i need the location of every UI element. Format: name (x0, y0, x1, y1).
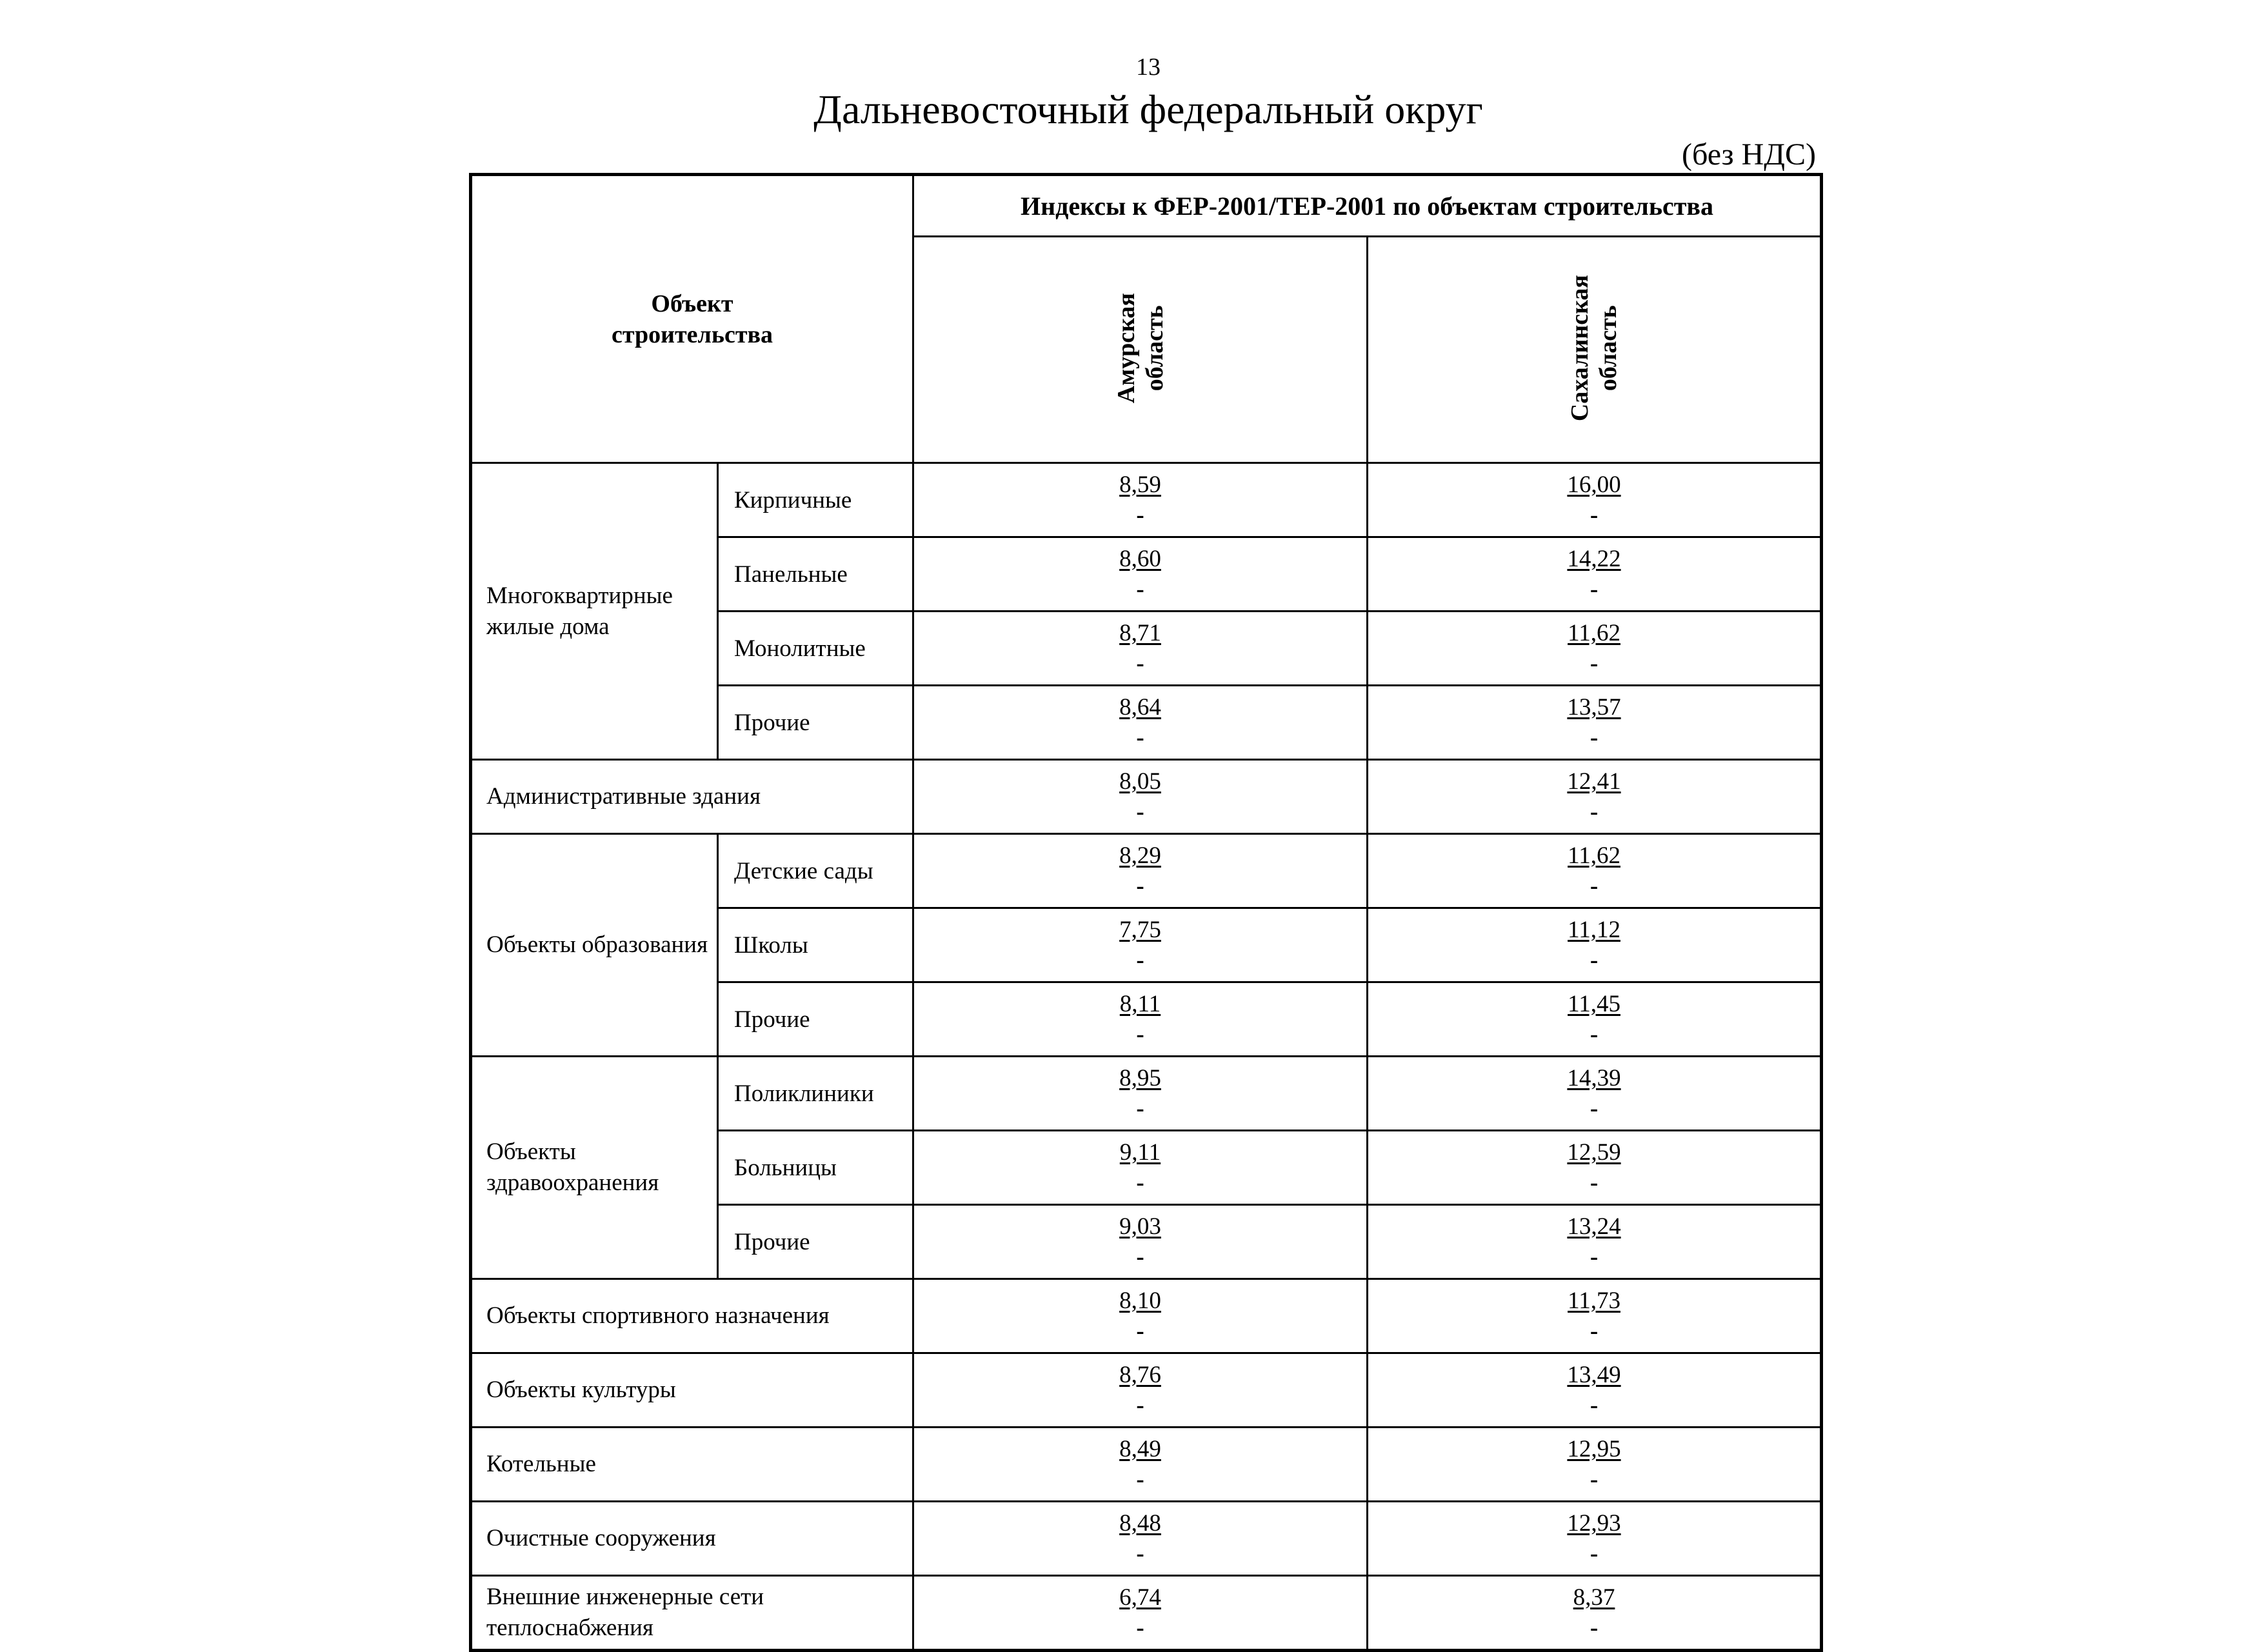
row-label: Прочие (718, 982, 913, 1057)
indices-column-header: Индексы к ФЕР-2001/ТЕР-2001 по объектам строительства (913, 175, 1822, 237)
sakhalin-value-cell (1368, 834, 1822, 908)
sakhalin-value-cell (1368, 1353, 1822, 1428)
amur-value-cell (913, 834, 1368, 908)
amur-value-cell (913, 612, 1368, 686)
sakhalin-value: 12,93 (1567, 1510, 1621, 1537)
amur-value: 8,29 (1119, 842, 1161, 869)
row-label: Панельные (718, 537, 913, 612)
amur-value-cell (913, 686, 1368, 760)
group-education: Объекты образования (471, 834, 718, 1057)
dash: - (1136, 1615, 1144, 1641)
sakhalin-value-cell (1368, 1131, 1822, 1205)
table-row (471, 1279, 1822, 1353)
amur-value-cell (913, 760, 1368, 834)
dash: - (1136, 1169, 1144, 1196)
amur-value: 8,71 (1119, 620, 1161, 646)
amur-value-cell (913, 1502, 1368, 1576)
indices-table (469, 173, 1823, 1652)
sakhalin-value: 11,62 (1568, 620, 1620, 646)
object-header-line2: строительства (611, 321, 773, 348)
dash: - (1136, 873, 1144, 899)
sakhalin-value-cell (1368, 1279, 1822, 1353)
amur-value: 8,95 (1119, 1065, 1161, 1091)
row-label: Больницы (718, 1131, 913, 1205)
amur-value: 8,11 (1119, 991, 1161, 1017)
dash: - (1590, 1021, 1599, 1048)
table-row (471, 760, 1822, 834)
amur-value-cell (913, 1353, 1368, 1428)
group-apartments: Многоквартирные жилые дома (471, 463, 718, 760)
row-label: Поликлиники (718, 1057, 913, 1131)
sakhalin-value-cell (1368, 1428, 1822, 1502)
dash: - (1590, 947, 1599, 973)
sakhalin-value: 11,45 (1568, 991, 1620, 1017)
row-label: Очистные сооружения (471, 1502, 913, 1576)
sakhalin-value: 11,12 (1568, 917, 1620, 943)
object-column-header (471, 175, 913, 463)
dash: - (1136, 799, 1144, 825)
sakhalin-value: 11,73 (1568, 1288, 1620, 1314)
table-row (471, 1428, 1822, 1502)
table-row (471, 463, 1822, 537)
sakhalin-value-cell (1368, 686, 1822, 760)
table-row (471, 1576, 1822, 1651)
row-label: Кирпичные (718, 463, 913, 537)
object-header-line1: Объект (651, 290, 733, 317)
sakhalin-value-cell (1368, 982, 1822, 1057)
amur-value-cell (913, 1131, 1368, 1205)
sakhalin-value-cell (1368, 537, 1822, 612)
amur-value: 6,74 (1119, 1584, 1161, 1611)
amur-value: 8,49 (1119, 1436, 1161, 1462)
sakhalin-value-cell (1368, 1057, 1822, 1131)
row-label: Внешние инженерные сети теплоснабжения (471, 1576, 913, 1651)
sakhalin-value-cell (1368, 1205, 1822, 1279)
table-row (471, 1353, 1822, 1428)
amur-value: 8,10 (1119, 1288, 1161, 1314)
dash: - (1136, 947, 1144, 973)
region-type: область (1141, 305, 1168, 391)
amur-value: 8,48 (1119, 1510, 1161, 1537)
sakhalin-value: 13,49 (1567, 1362, 1621, 1388)
sakhalin-value: 11,62 (1568, 842, 1620, 869)
sakhalin-value-cell (1368, 1502, 1822, 1576)
row-label: Объекты спортивного назначения (471, 1279, 913, 1353)
dash: - (1590, 724, 1599, 751)
amur-value-cell (913, 1576, 1368, 1651)
region-type: область (1595, 305, 1622, 391)
sakhalin-value: 13,57 (1567, 694, 1621, 721)
sakhalin-value: 16,00 (1567, 472, 1621, 498)
amur-value-cell (913, 463, 1368, 537)
amur-value-cell (913, 1205, 1368, 1279)
group-healthcare: Объекты здравоохранения (471, 1057, 718, 1279)
dash: - (1136, 1095, 1144, 1122)
sakhalin-value-cell (1368, 463, 1822, 537)
sakhalin-value-cell (1368, 760, 1822, 834)
sakhalin-value: 8,37 (1573, 1584, 1615, 1611)
amur-value-cell (913, 982, 1368, 1057)
dash: - (1136, 576, 1144, 602)
amur-value: 8,64 (1119, 694, 1161, 721)
sakhalin-value: 13,24 (1567, 1213, 1621, 1240)
amur-value: 8,05 (1119, 768, 1161, 795)
region-header-amur (913, 237, 1368, 463)
sakhalin-value: 12,59 (1567, 1139, 1621, 1166)
amur-value: 9,03 (1119, 1213, 1161, 1240)
region-header-sakhalin (1368, 237, 1822, 463)
amur-value: 9,11 (1119, 1139, 1161, 1166)
amur-value: 7,75 (1119, 917, 1161, 943)
dash: - (1590, 1169, 1599, 1196)
amur-value: 8,60 (1119, 546, 1161, 572)
region-name: Амурская (1112, 292, 1140, 404)
dash: - (1136, 650, 1144, 677)
page-title: Дальневосточный федеральный округ (813, 86, 1483, 132)
dash: - (1136, 1392, 1144, 1418)
table-row (471, 1057, 1822, 1131)
row-label: Монолитные (718, 612, 913, 686)
row-label: Котельные (471, 1428, 913, 1502)
table-row (471, 1502, 1822, 1576)
row-label: Объекты культуры (471, 1353, 913, 1428)
sakhalin-value: 12,41 (1567, 768, 1621, 795)
amur-value: 8,59 (1119, 472, 1161, 498)
dash: - (1136, 1021, 1144, 1048)
amur-value-cell (913, 1428, 1368, 1502)
dash: - (1590, 873, 1599, 899)
dash: - (1136, 724, 1144, 751)
dash: - (1590, 576, 1599, 602)
sakhalin-value-cell (1368, 612, 1822, 686)
dash: - (1590, 1392, 1599, 1418)
dash: - (1136, 1318, 1144, 1344)
dash: - (1590, 650, 1599, 677)
dash: - (1136, 1540, 1144, 1567)
dash: - (1590, 1095, 1599, 1122)
amur-value-cell (913, 1057, 1368, 1131)
amur-value-cell (913, 908, 1368, 982)
amur-value: 8,76 (1119, 1362, 1161, 1388)
page-number: 13 (1136, 54, 1161, 81)
dash: - (1136, 1244, 1144, 1270)
region-name: Сахалинская (1566, 274, 1593, 422)
vat-note: (без НДС) (1681, 137, 1816, 172)
dash: - (1590, 1318, 1599, 1344)
dash: - (1590, 1244, 1599, 1270)
sakhalin-value: 12,95 (1567, 1436, 1621, 1462)
sakhalin-value: 14,39 (1567, 1065, 1621, 1091)
row-label: Административные здания (471, 760, 913, 834)
amur-value-cell (913, 1279, 1368, 1353)
sakhalin-value: 14,22 (1567, 546, 1621, 572)
dash: - (1136, 502, 1144, 528)
dash: - (1590, 799, 1599, 825)
table-row (471, 834, 1822, 908)
dash: - (1136, 1466, 1144, 1493)
dash: - (1590, 502, 1599, 528)
dash: - (1590, 1615, 1599, 1641)
table-header-row (471, 175, 1822, 237)
row-label: Школы (718, 908, 913, 982)
dash: - (1590, 1540, 1599, 1567)
amur-value-cell (913, 537, 1368, 612)
sakhalin-value-cell (1368, 1576, 1822, 1651)
sakhalin-value-cell (1368, 908, 1822, 982)
row-label: Детские сады (718, 834, 913, 908)
dash: - (1590, 1466, 1599, 1493)
row-label: Прочие (718, 686, 913, 760)
row-label: Прочие (718, 1205, 913, 1279)
